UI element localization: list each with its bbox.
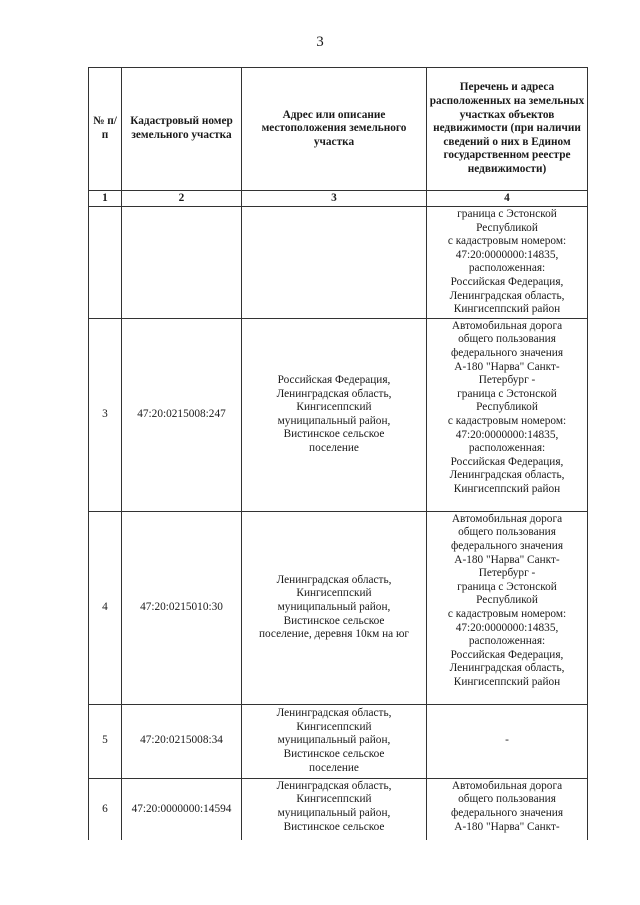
header-cadastral: Кадастровый номер земельного участка <box>122 68 242 191</box>
table-row <box>89 778 588 840</box>
real-estate-objects: граница с Эстонской Республикой с кадастровым номером: 47:20:0000000:14835, расположенная: Российская Федерация, Ленинградская область, Кингисеппский район <box>427 207 588 319</box>
plot-address: Ленинградская область, Кингисеппский муниципальный район, Вистинское сельское <box>242 778 427 840</box>
row-number: 3 <box>89 318 122 511</box>
table-row <box>89 511 588 704</box>
plot-address: Российская Федерация, Ленинградская область, Кингисеппский муниципальный район, Вистинское сельское поселение <box>242 318 427 511</box>
table-row <box>89 704 588 778</box>
column-number: 1 <box>89 191 122 207</box>
header-objects: Перечень и адреса расположенных на земельных участках объектов недвижимости (при наличии сведений о них в Едином государственном реестре недвижимости) <box>427 68 588 191</box>
row-number: 6 <box>89 778 122 840</box>
header-address: Адрес или описание местоположения земельного участка <box>242 68 427 191</box>
cadastral-number: 47:20:0215010:30 <box>122 511 242 704</box>
plot-address: Ленинградская область, Кингисеппский муниципальный район, Вистинское сельское поселение <box>242 704 427 778</box>
row-number <box>89 207 122 319</box>
column-number: 2 <box>122 191 242 207</box>
header-row <box>89 68 588 191</box>
row-number: 5 <box>89 704 122 778</box>
cadastral-number <box>122 207 242 319</box>
row-number: 4 <box>89 511 122 704</box>
column-number: 4 <box>427 191 588 207</box>
table-row <box>89 318 588 511</box>
real-estate-objects: - <box>427 704 588 778</box>
plot-address: Ленинградская область, Кингисеппский муниципальный район, Вистинское сельское поселение, деревня 10км на юг <box>242 511 427 704</box>
page-number: 3 <box>316 34 324 50</box>
land-plots-table <box>88 67 588 840</box>
cadastral-number: 47:20:0000000:14594 <box>122 778 242 840</box>
real-estate-objects: Автомобильная дорога общего пользования федерального значения А-180 "Нарва" Санкт- <box>427 778 588 840</box>
table-row <box>89 207 588 319</box>
cadastral-number: 47:20:0215008:34 <box>122 704 242 778</box>
real-estate-objects: Автомобильная дорога общего пользования федерального значения А-180 "Нарва" Санкт- Петербург - граница с Эстонской Республикой с кадастровым номером: 47:20:0000000:14835, расположенная: Российская Федерация, Ленинградская область, Кингисеппский район <box>427 318 588 511</box>
header-num: № п/п <box>89 68 122 191</box>
cadastral-number: 47:20:0215008:247 <box>122 318 242 511</box>
real-estate-objects: Автомобильная дорога общего пользования федерального значения А-180 "Нарва" Санкт- Петербург - граница с Эстонской Республикой с кадастровым номером: 47:20:0000000:14835, расположенная: Российская Федерация, Ленинградская область, Кингисеппский район <box>427 511 588 704</box>
column-numbers-row <box>89 191 588 207</box>
plot-address <box>242 207 427 319</box>
column-number: 3 <box>242 191 427 207</box>
